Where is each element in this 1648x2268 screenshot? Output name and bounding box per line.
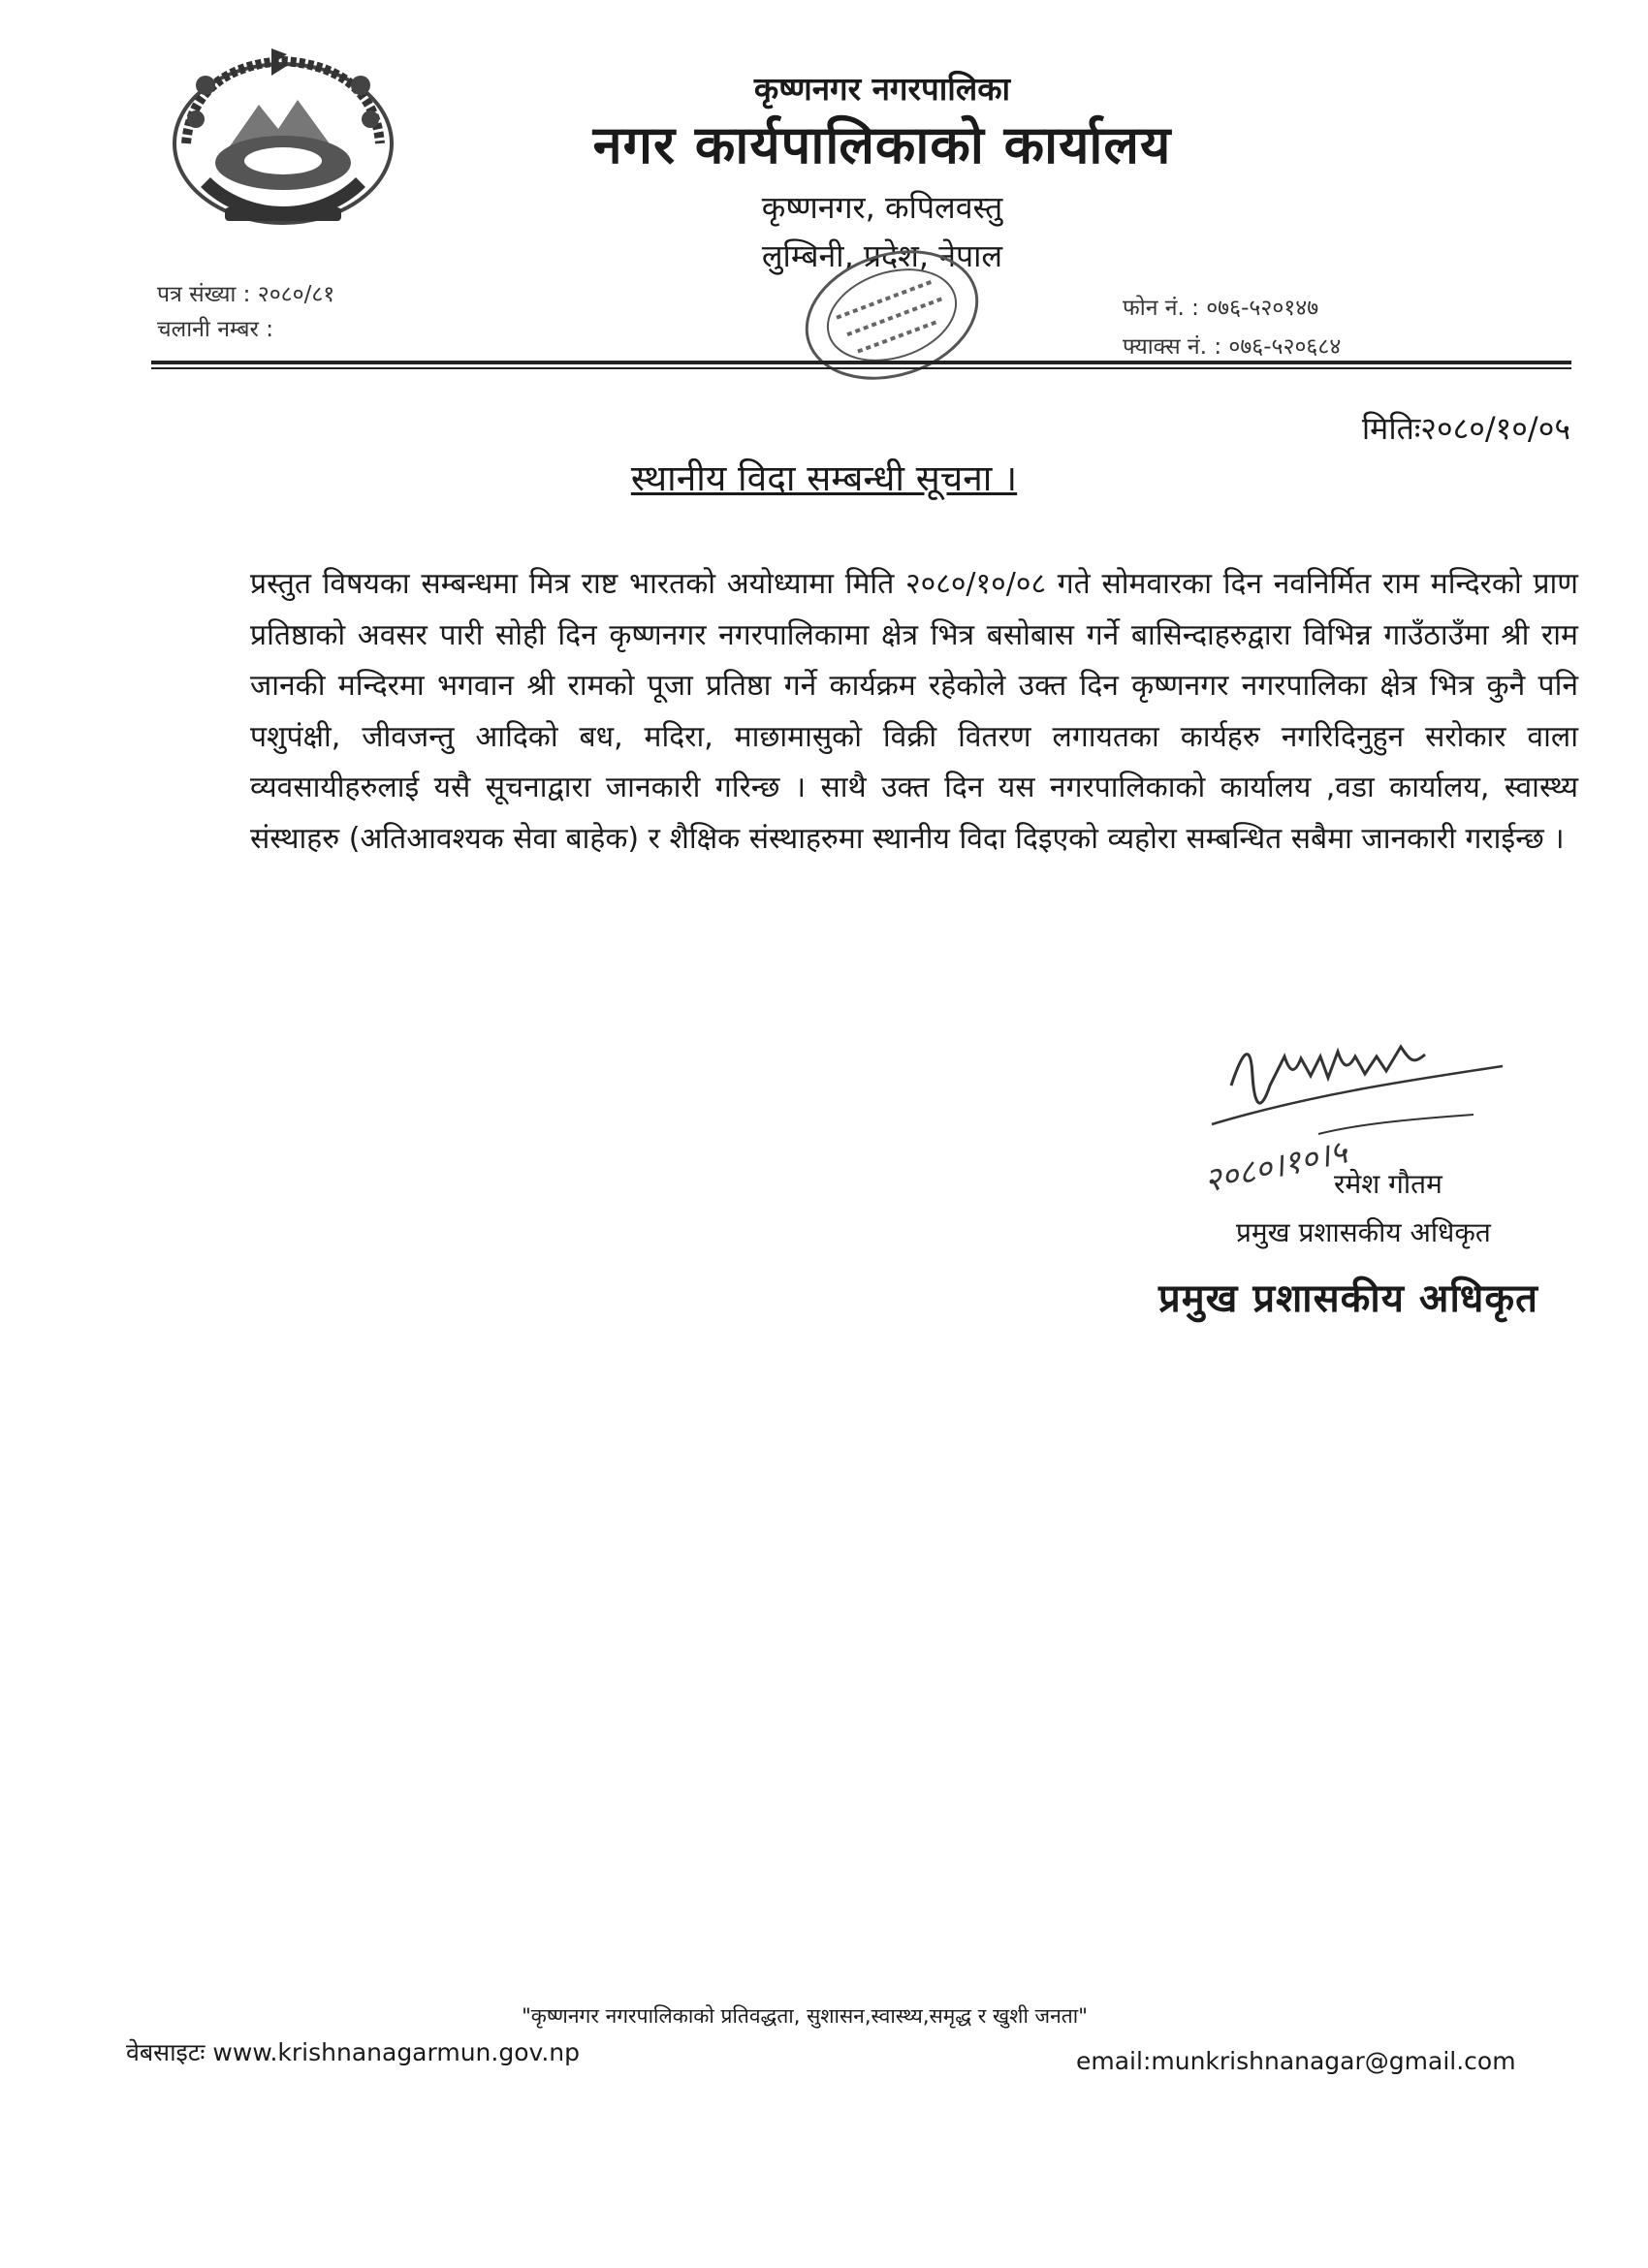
contact-meta-right	[1123, 289, 1341, 366]
phone-number: फोन नं. : ०७६-५२०१४७	[1123, 296, 1319, 321]
letter-subject: स्थानीय विदा सम्बन्धी सूचना ।	[630, 457, 1018, 499]
letter-date: मितिः२०८०/१०/०५	[1361, 410, 1570, 447]
office-title: नगर कार्यपालिकाको कार्यालय	[592, 114, 1172, 175]
footer-motto: "कृष्णनगर नगरपालिकाको प्रतिवद्धता, सुशासन,स्वास्थ्य,समृद्ध र खुशी जनता"	[522, 2004, 1088, 2028]
footer-website[interactable]: वेबसाइटः www.krishnanagarmun.gov.np	[126, 2038, 581, 2066]
signer-title: प्रमुख प्रशासकीय अधिकृत	[1236, 1216, 1491, 1248]
letter-body: प्रस्तुत विषयका सम्बन्धमा मित्र राष्ट भारतको अयोध्यामा मिति २०८०/१०/०८ गते सोमवारका दिन नवनिर्मित राम मन्दिरको प्राण प्रतिष्ठाको अवसर पारी सोही दिन कृष्णनगर नगरपालिकामा क्षेत्र भित्र बसोबास गर्ने बासिन्दाहरुद्वारा विभिन्न गाउँठाउँमा श्री राम जानकी मन्दिरमा भगवान श्री रामको पूजा प्रतिष्ठा गर्ने कार्यक्रम रहेकोले उक्त दिन कृष्णनगर नगरपालिका क्षेत्र भित्र कुनै पनि पशुपंक्षी, जीवजन्तु आदिको बध, मदिरा, माछामासुको विक्री वितरण लगायतका कार्यहरु नगरिदिनुहुन सरोकार वाला व्यवसायीहरुलाई यसै सूचनाद्वारा जानकारी गरिन्छ । साथै उक्त दिन यस नगरपालिकाको कार्यालय ,वडा कार्यालय, स्वास्थ्य संस्थाहरु (अतिआवश्यक सेवा बाहेक) र शैक्षिक संस्थाहरुमा स्थानीय विदा दिइएको व्यहोरा सम्बन्धित सबैमा जानकारी गराईन्छ ।	[250, 567, 1578, 856]
fax-number: फ्याक्स नं. : ०७६-५२०६८४	[1123, 334, 1342, 360]
signer-name: रमेश गौतम	[1334, 1168, 1442, 1200]
letter-number: पत्र संख्या : २०८०/८१	[157, 282, 335, 307]
footer-email[interactable]: email:munkrishnanagar@gmail.com	[1076, 2047, 1516, 2075]
office-seal-icon	[795, 242, 989, 388]
header-divider-thin	[151, 367, 1571, 369]
letter-meta-left	[157, 277, 334, 347]
address-line-1: कृष्णनगर, कपिलवस्तु	[761, 189, 1003, 226]
dispatch-number: चलानी नम्बर :	[157, 317, 274, 342]
org-name: कृष्णनगर नगरपालिका	[753, 70, 1011, 108]
signer-stamp-title: प्रमुख प्रशासकीय अधिकृत	[1158, 1276, 1538, 1321]
header-divider	[151, 361, 1571, 364]
signature-date: २०८०।१०।५	[1200, 1132, 1351, 1201]
address-line-2: लुम्बिनी, प्रदेश, नेपाल	[761, 237, 1003, 274]
